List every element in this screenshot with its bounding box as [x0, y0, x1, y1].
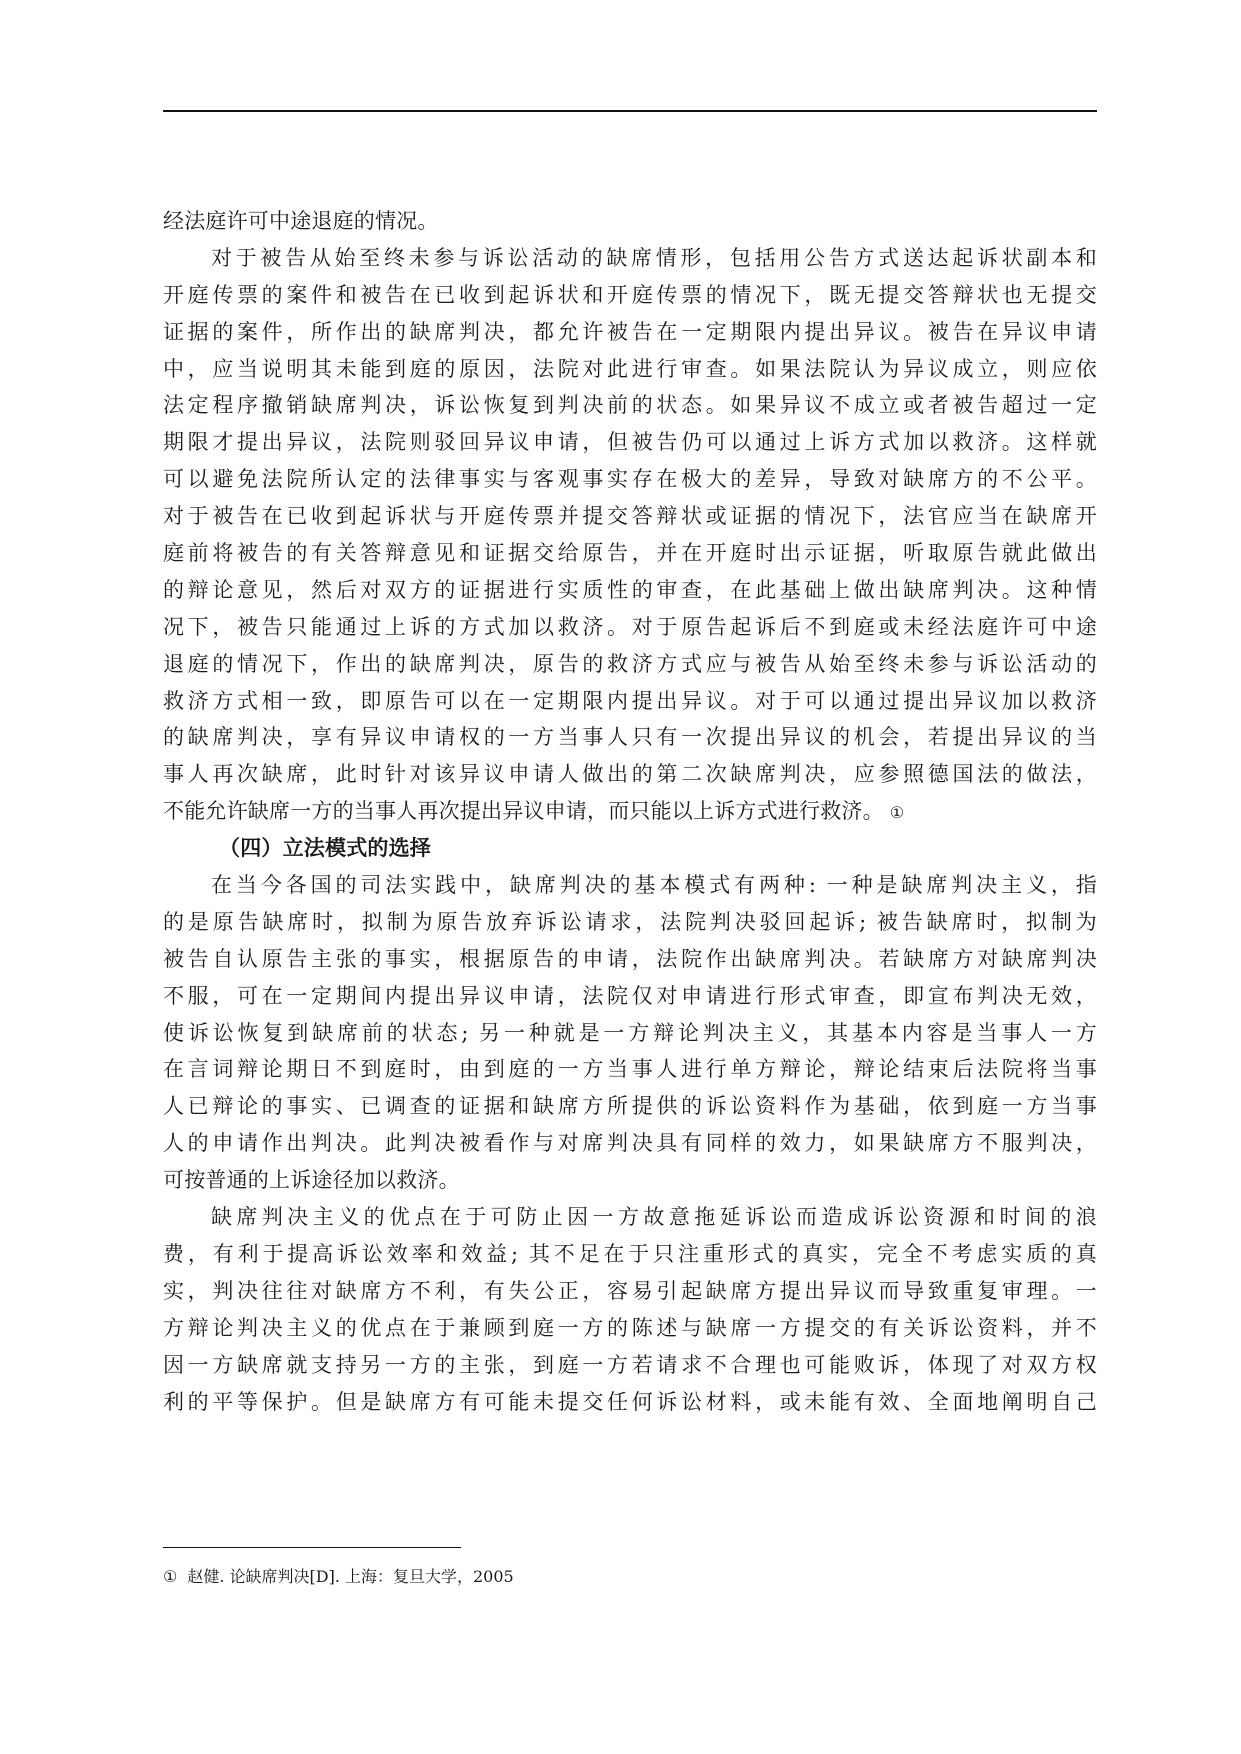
text-line [163, 1273, 1097, 1310]
line-text: 救济方式相一致，即原告可以在一定期限内提出异议。对于可以通过提出异议加以救济 [163, 688, 1097, 713]
line-text: 退庭的情况下，作出的缺席判决，原告的救济方式应与被告从始至终未参与诉讼活动的 [163, 651, 1097, 676]
line-text: 在言词辩论期日不到庭时，由到庭的一方当事人进行单方辩论，辩论结束后法院将当事 [163, 1057, 1097, 1082]
line-text: 不服，可在一定期间内提出异议申请，法院仅对申请进行形式审查，即宣布判决无效， [163, 983, 1097, 1008]
text-line [163, 609, 1097, 646]
text-line [163, 793, 1097, 830]
footnote-reference: ① [889, 803, 905, 823]
text-line [163, 1051, 1097, 1088]
line-text: 被告自认原告主张的事实，根据原告的申请，法院作出缺席判决。若缺席方对缺席判决 [163, 946, 1097, 971]
text-line [163, 424, 1097, 461]
line-text: 可以避免法院所认定的法律事实与客观事实存在极大的差异，导致对缺席方的不公平。 [163, 467, 1097, 492]
text-line [163, 719, 1097, 756]
text-line [163, 941, 1097, 978]
line-text: （四）立法模式的选择 [219, 836, 431, 861]
text-line [163, 1310, 1097, 1347]
line-text: 人的申请作出判决。此判决被看作与对席判决具有同样的效力，如果缺席方不服判决， [163, 1131, 1097, 1156]
line-text: 实，判决往往对缺席方不利，有失公正，容易引起缺席方提出异议而导致重复审理。一 [163, 1278, 1097, 1303]
line-text: 可按普通的上诉途径加以救济。 [163, 1168, 460, 1193]
text-line [163, 351, 1097, 388]
line-text: 使诉讼恢复到缺席前的状态; 另一种就是一方辩论判决主义，其基本内容是当事人一方 [163, 1020, 1097, 1045]
line-text: 缺席判决主义的优点在于可防止因一方故意拖延诉讼而造成诉讼资源和时间的浪 [211, 1205, 1097, 1230]
line-text: 在当今各国的司法实践中，缺席判决的基本模式有两种: 一种是缺席判决主义，指 [211, 873, 1097, 898]
line-text: 庭前将被告的有关答辩意见和证据交给原告，并在开庭时出示证据，听取原告就此做出 [163, 541, 1097, 566]
line-text: 的缺席判决，享有异议申请权的一方当事人只有一次提出异议的机会，若提出异议的当 [163, 725, 1097, 750]
footnote-rule [163, 1547, 461, 1548]
text-line [163, 1125, 1097, 1162]
line-text: 费，有利于提高诉讼效率和效益; 其不足在于只注重形式的真实，完全不考虑实质的真 [163, 1241, 1097, 1266]
text-line [163, 1347, 1097, 1384]
section-heading [163, 830, 1097, 867]
text-line [163, 535, 1097, 572]
footnote-text: 赵健. 论缺席判决[D]. 上海：复旦大学，2005 [187, 1567, 514, 1586]
line-text: 经法庭许可中途退庭的情况。 [163, 209, 439, 233]
text-line [163, 1384, 1097, 1421]
line-text: 法定程序撤销缺席判决，诉讼恢复到判决前的状态。如果异议不成立或者被告超过一定 [163, 393, 1097, 418]
line-text: 对于被告从始至终未参与诉讼活动的缺席情形，包括用公告方式送达起诉状副本和 [211, 245, 1097, 270]
text-line [163, 1199, 1097, 1236]
text-line [163, 683, 1097, 720]
text-line [163, 904, 1097, 941]
line-text: 的辩论意见，然后对双方的证据进行实质性的审查，在此基础上做出缺席判决。这种情 [163, 577, 1097, 602]
line-text: 况下，被告只能通过上诉的方式加以救济。对于原告起诉后不到庭或未经法庭许可中途 [163, 614, 1097, 639]
text-line [163, 1015, 1097, 1052]
line-text: 人已辩论的事实、已调查的证据和缺席方所提供的诉讼资料作为基础，依到庭一方当事 [163, 1094, 1097, 1119]
text-line [163, 978, 1097, 1015]
line-text: 对于被告在已收到起诉状与开庭传票并提交答辩状或证据的情况下，法官应当在缺席开 [163, 504, 1097, 529]
text-line [163, 461, 1097, 498]
line-text: 开庭传票的案件和被告在已收到起诉状和开庭传票的情况下，既无提交答辩状也无提交 [163, 282, 1097, 307]
text-line [163, 1088, 1097, 1125]
line-text: 证据的案件，所作出的缺席判决，都允许被告在一定期限内提出异议。被告在异议申请 [163, 319, 1097, 344]
text-line [163, 277, 1097, 314]
body-text [163, 203, 1097, 1420]
text-line [163, 572, 1097, 609]
line-text: 利的平等保护。但是缺席方有可能未提交任何诉讼材料，或未能有效、全面地阐明自己 [163, 1389, 1097, 1414]
line-text: 事人再次缺席，此时针对该异议申请人做出的第二次缺席判决，应参照德国法的做法， [163, 762, 1097, 787]
text-line [163, 387, 1097, 424]
header-rule [163, 110, 1097, 112]
line-text: 方辩论判决主义的优点在于兼顾到庭一方的陈述与缺席一方提交的有关诉讼资料，并不 [163, 1315, 1097, 1340]
text-line [163, 756, 1097, 793]
footnote-mark: ① [163, 1567, 178, 1586]
text-line [163, 203, 1097, 240]
line-text: 不能允许缺席一方的当事人再次提出异议申请，而只能以上诉方式进行救济。 [163, 799, 884, 824]
text-line [163, 646, 1097, 683]
text-line [163, 867, 1097, 904]
text-line [163, 498, 1097, 535]
line-text: 中，应当说明其未能到庭的原因，法院对此进行审查。如果法院认为异议成立，则应依 [163, 356, 1097, 381]
text-line [163, 240, 1097, 277]
footnote [163, 1566, 514, 1588]
line-text: 期限才提出异议，法院则驳回异议申请，但被告仍可以通过上诉方式加以救济。这样就 [163, 430, 1097, 455]
text-line [163, 1236, 1097, 1273]
line-text: 因一方缺席就支持另一方的主张，到庭一方若请求不合理也可能败诉，体现了对双方权 [163, 1352, 1097, 1377]
text-line [163, 314, 1097, 351]
text-line [163, 1162, 1097, 1199]
line-text: 的是原告缺席时，拟制为原告放弃诉讼请求，法院判决驳回起诉; 被告缺席时，拟制为 [163, 909, 1097, 934]
